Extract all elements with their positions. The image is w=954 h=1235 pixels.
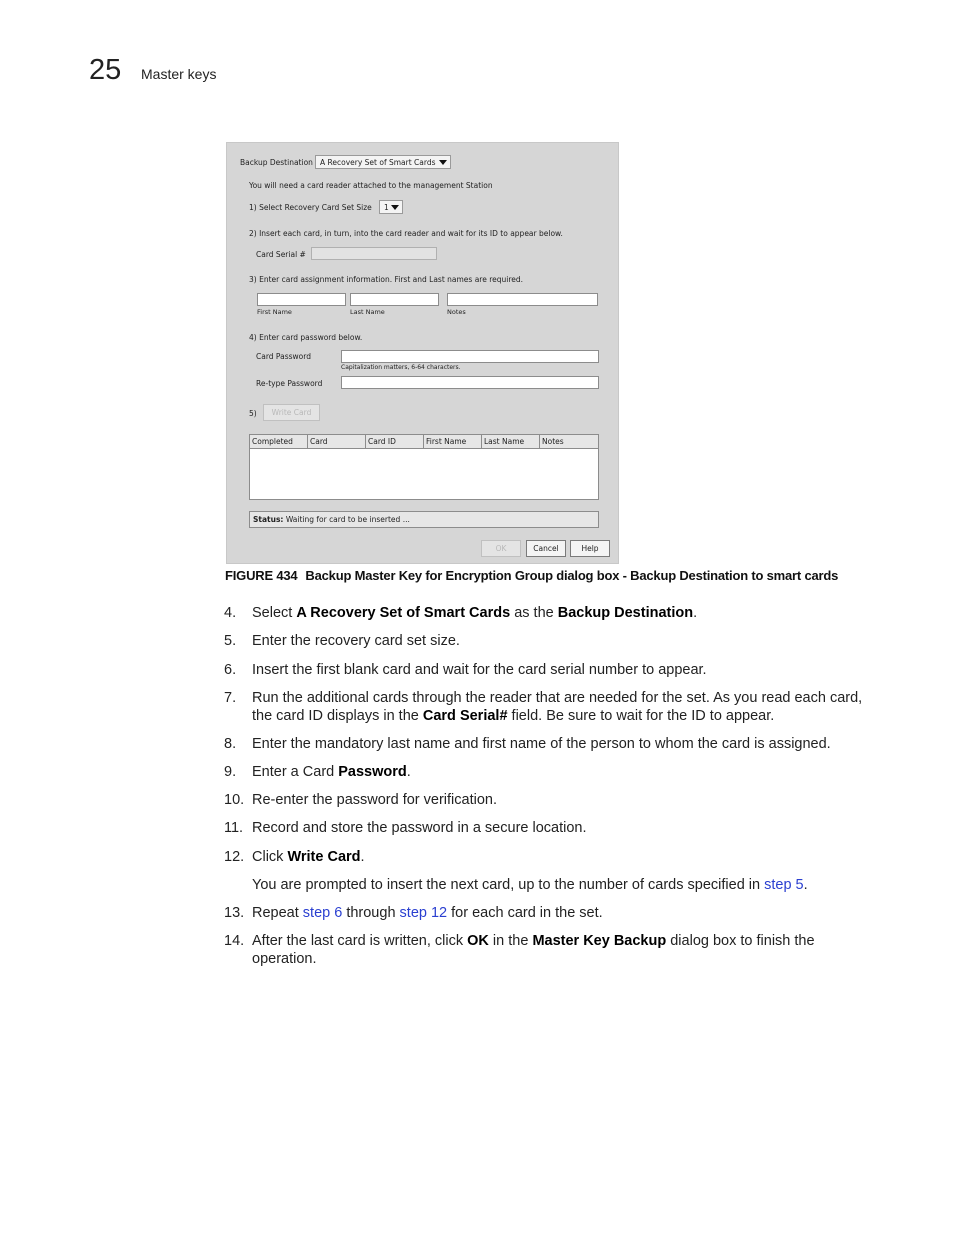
step-text (252, 632, 872, 650)
card-serial-field (311, 247, 437, 260)
ui-term: Backup Destination (557, 605, 694, 621)
first-name-field[interactable] (257, 293, 346, 306)
step-text-run: in the (488, 933, 533, 949)
column-last-name[interactable]: Last Name (482, 435, 540, 448)
step-text-run: Run the additional cards through the reader that are needed for the set. As you read each card, the card ID displays in the (252, 690, 863, 724)
step-text (252, 848, 872, 866)
backup-destination-label: Backup Destination (240, 158, 313, 167)
card-reader-notice: You will need a card reader attached to the management Station (249, 181, 493, 190)
step-text-run: . (360, 849, 365, 865)
step-text-run: through (342, 905, 400, 921)
step-text-run: dialog box to finish the operation. (252, 933, 815, 967)
step-number: 5. (224, 633, 237, 649)
cancel-button[interactable]: Cancel (526, 540, 566, 557)
retype-password-field[interactable] (341, 376, 599, 389)
ui-term: A Recovery Set of Smart Cards (296, 605, 511, 621)
ui-term: Password (338, 764, 407, 780)
step-text (252, 604, 872, 622)
step-number: 13. (224, 905, 245, 921)
card-password-field[interactable] (341, 350, 599, 363)
figure-caption (225, 568, 838, 583)
step-text-run: . (803, 877, 808, 893)
step-text-run: Re-enter the password for verification. (252, 792, 497, 808)
column-card[interactable]: Card (308, 435, 366, 448)
step3-label: 3) Enter card assignment information. First and Last names are required. (249, 275, 524, 284)
chapter-number: 25 (89, 54, 122, 86)
retype-password-label: Re-type Password (256, 379, 323, 388)
step-text (252, 689, 872, 725)
password-hint: Capitalization matters, 6-64 characters. (341, 364, 461, 371)
step-text-run: Enter the recovery card set size. (252, 633, 460, 649)
step-number: 10. (224, 792, 245, 808)
step-text (252, 819, 872, 837)
step2-label: 2) Insert each card, in turn, into the card reader and wait for its ID to appear below. (249, 229, 563, 238)
column-card-id[interactable]: Card ID (366, 435, 424, 448)
step-text-run: field. Be sure to wait for the ID to appear. (507, 708, 775, 724)
step-text (252, 904, 872, 922)
cards-table (249, 434, 599, 500)
step-text-run: for each card in the set. (447, 905, 603, 921)
chevron-down-icon (391, 205, 399, 210)
step-number: 9. (224, 764, 237, 780)
card-set-size-select[interactable] (379, 200, 403, 214)
chevron-down-icon (439, 160, 447, 165)
step-text (252, 876, 872, 894)
step-text-run: . (406, 764, 411, 780)
step-number: 14. (224, 933, 245, 949)
ui-term: Master Key Backup (532, 933, 667, 949)
step-number: 7. (224, 690, 237, 706)
step-text-run: Enter the mandatory last name and first name of the person to whom the card is assigned. (252, 736, 831, 752)
backup-master-key-dialog (226, 142, 619, 564)
step-link[interactable]: step 5 (764, 877, 804, 893)
card-password-label: Card Password (256, 352, 311, 361)
figure-caption-text: Backup Master Key for Encryption Group dialog box - Backup Destination to smart cards (305, 568, 839, 583)
step-link[interactable]: step 12 (399, 905, 448, 921)
card-serial-label: Card Serial # (256, 250, 306, 259)
step-text-run: Insert the first blank card and wait for the card serial number to appear. (252, 662, 707, 678)
backup-destination-select[interactable] (315, 155, 451, 169)
help-button[interactable]: Help (570, 540, 610, 557)
step-text-run: Enter a Card (252, 764, 339, 780)
step-text-run: . (693, 605, 698, 621)
ui-term: OK (467, 933, 489, 949)
status-label: Status: (253, 515, 284, 524)
step-text (252, 763, 872, 781)
step-text-run: Repeat (252, 905, 303, 921)
step-text-run: Select (252, 605, 297, 621)
step-number: 8. (224, 736, 237, 752)
step1-label: 1) Select Recovery Card Set Size (249, 203, 372, 212)
column-completed[interactable]: Completed (250, 435, 308, 448)
cards-table-header (250, 435, 598, 449)
status-bar (249, 511, 599, 528)
write-card-button[interactable]: Write Card (263, 404, 320, 421)
step-number: 6. (224, 662, 237, 678)
column-first-name[interactable]: First Name (424, 435, 482, 448)
last-name-label: Last Name (350, 308, 385, 316)
step-text (252, 661, 872, 679)
step-number: 4. (224, 605, 237, 621)
step-number: 12. (224, 849, 245, 865)
step-text (252, 791, 872, 809)
step-number: 11. (224, 820, 244, 836)
last-name-field[interactable] (350, 293, 439, 306)
step-text-run: Record and store the password in a secure location. (252, 820, 587, 836)
card-set-size-value: 1 (384, 203, 389, 212)
step-text (252, 932, 872, 968)
first-name-label: First Name (257, 308, 292, 316)
ui-term: Write Card (287, 849, 361, 865)
step-text-run: as the (510, 605, 558, 621)
step-text-run: Click (252, 849, 288, 865)
step4-label: 4) Enter card password below. (249, 333, 363, 342)
notes-label: Notes (447, 308, 466, 316)
ok-button[interactable]: OK (481, 540, 521, 557)
backup-destination-value: A Recovery Set of Smart Cards (320, 158, 436, 167)
step-text (252, 735, 872, 753)
step-link[interactable]: step 6 (302, 905, 343, 921)
step5-label: 5) (249, 409, 257, 418)
figure-label: FIGURE 434 (225, 568, 298, 583)
step-text-run: You are prompted to insert the next card, up to the number of cards specified in (252, 877, 765, 893)
status-text: Waiting for card to be inserted ... (285, 515, 410, 524)
step-text-run: After the last card is written, click (252, 933, 468, 949)
ui-term: Card Serial# (422, 708, 508, 724)
chapter-title: Master keys (141, 66, 217, 82)
notes-field[interactable] (447, 293, 598, 306)
column-notes[interactable]: Notes (542, 437, 564, 446)
